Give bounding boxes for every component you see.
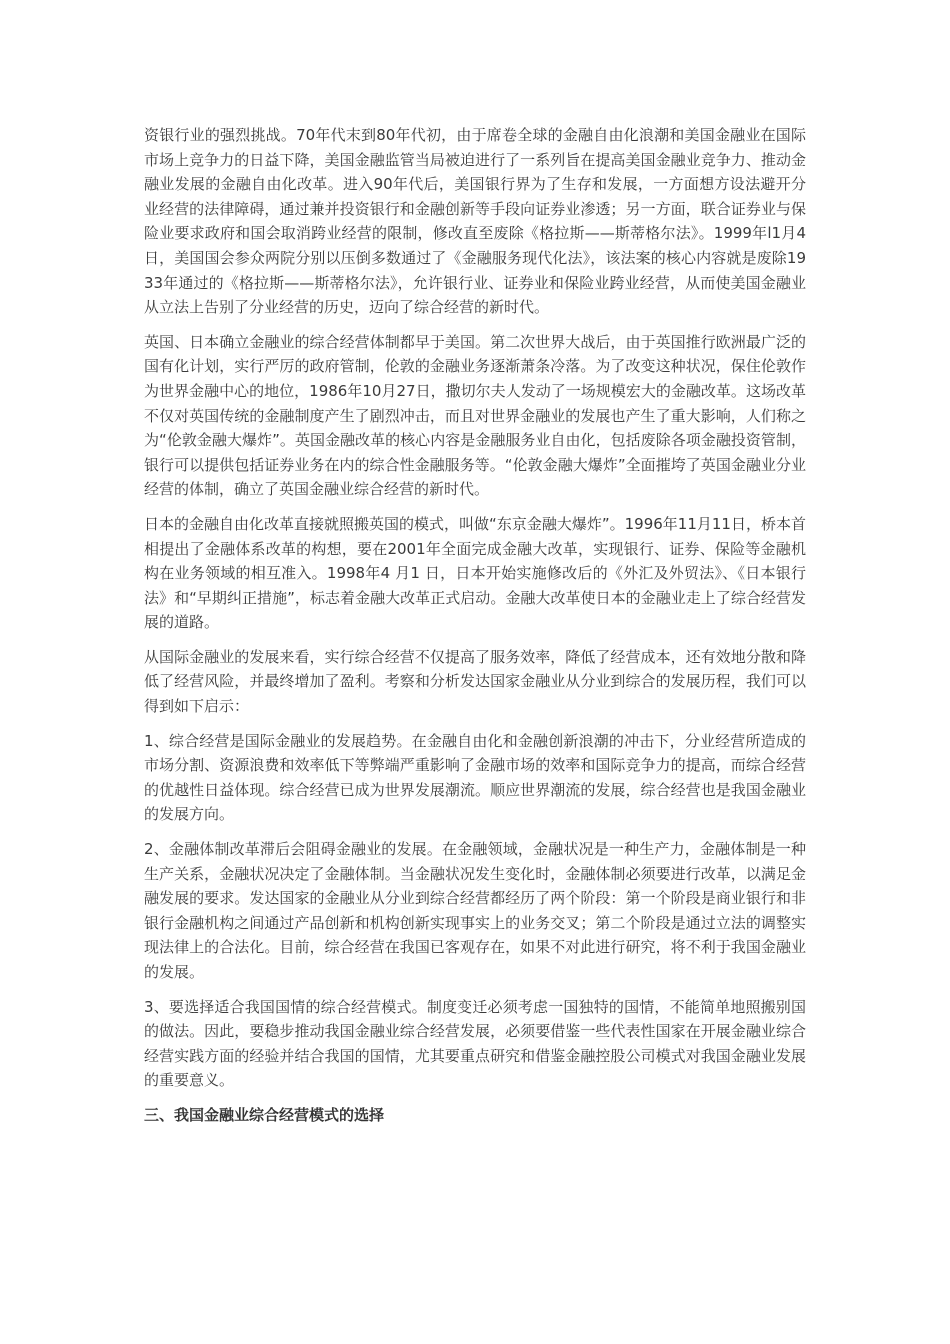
document-page (144, 123, 806, 1127)
paragraph-insight-2: 2、金融体制改革滞后会阻碍金融业的发展。在金融领域，金融状况是一种生产力，金融体制是一种生产关系，金融状况决定了金融体制。当金融状况发生变化时，金融体制必须要进行改革，以满足金融发展的要求。发达国家的金融业从分业到综合经营都经历了两个阶段：第一个阶段是商业银行和非银行金融机构之间通过产品创新和机构创新实现事实上的业务交叉；第二个阶段是通过立法的调整实现法律上的合法化。目前，综合经营在我国已客观存在，如果不对此进行研究，将不利于我国金融业的发展。 (144, 840, 806, 981)
paragraph-insight-3: 3、要选择适合我国国情的综合经营模式。制度变迁必须考虑一国独特的国情，不能简单地照搬别国的做法。因此，要稳步推动我国金融业综合经营发展，必须要借鉴一些代表性国家在开展金融业综合经营实践方面的经验并结合我国的国情，尤其要重点研究和借鉴金融控股公司模式对我国金融业发展的重要意义。 (144, 997, 806, 1090)
section-heading: 三、我国金融业综合经营模式的选择 (144, 1105, 385, 1124)
paragraph-insight-1: 1、综合经营是国际金融业的发展趋势。在金融自由化和金融创新浪潮的冲击下，分业经营所造成的市场分割、资源浪费和效率低下等弊端严重影响了金融市场的效率和国际竞争力的提高，而综合经营的优越性日益体现。综合经营已成为世界发展潮流。顺应世界潮流的发展，综合经营也是我国金融业的发展方向。 (144, 731, 806, 824)
paragraph-us-reform: 资银行业的强烈挑战。70年代末到80年代初，由于席卷全球的金融自由化浪潮和美国金融业在国际市场上竞争力的日益下降，美国金融监管当局被迫进行了一系列旨在提高美国金融业竞争力、推动金融业发展的金融自由化改革。进入90年代后，美国银行界为了生存和发展，一方面想方设法避开分业经营的法律障碍，通过兼并投资银行和金融创新等手段向证券业渗透；另一方面，联合证券业与保险业要求政府和国会取消跨业经营的限制，修改直至废除《格拉斯——斯蒂格尔法》。1999年l1月4日，美国国会参众两院分别以压倒多数通过了《金融服务现代化法》，该法案的核心内容就是废除1933年通过的《格拉斯——斯蒂格尔法》，允许银行业、证券业和保险业跨业经营，从而使美国金融业从立法上告别了分业经营的历史，迈向了综合经营的新时代。 (144, 126, 806, 317)
paragraph-international-view: 从国际金融业的发展来看，实行综合经营不仅提高了服务效率，降低了经营成本，还有效地分散和降低了经营风险，并最终增加了盈利。考察和分析发达国家金融业从分业到综合的发展历程，我们可以得到如下启示： (144, 647, 806, 716)
paragraph-japan-big-bang: 日本的金融自由化改革直接就照搬英国的模式，叫做“东京金融大爆炸”。1996年11月11日，桥本首相提出了金融体系改革的构想，要在2001年全面完成金融大改革，实现银行、证券、保险等金融机构在业务领域的相互准入。1998年4 月1 日，日本开始实施修改后的《外汇及外贸法》、《日本银行法》和“早期纠正措施”，标志着金融大改革正式启动。金融大改革使日本的金融业走上了综合经营发展的道路。 (144, 514, 806, 632)
paragraph-uk-japan: 英国、日本确立金融业的综合经营体制都早于美国。第二次世界大战后，由于英国推行欧洲最广泛的国有化计划，实行严厉的政府管制，伦敦的金融业务逐渐萧条冷落。为了改变这种状况，保住伦敦作为世界金融中心的地位，1986年10月27日，撒切尔夫人发动了一场规模宏大的金融改革。这场改革不仅对英国传统的金融制度产生了剧烈冲击，而且对世界金融业的发展也产生了重大影响，人们称之为“伦敦金融大爆炸”。英国金融改革的核心内容是金融服务业自由化，包括废除各项金融投资管制，银行可以提供包括证券业务在内的综合性金融服务等。“伦敦金融大爆炸”全面摧垮了英国金融业分业经营的体制，确立了英国金融业综合经营的新时代。 (144, 332, 806, 499)
